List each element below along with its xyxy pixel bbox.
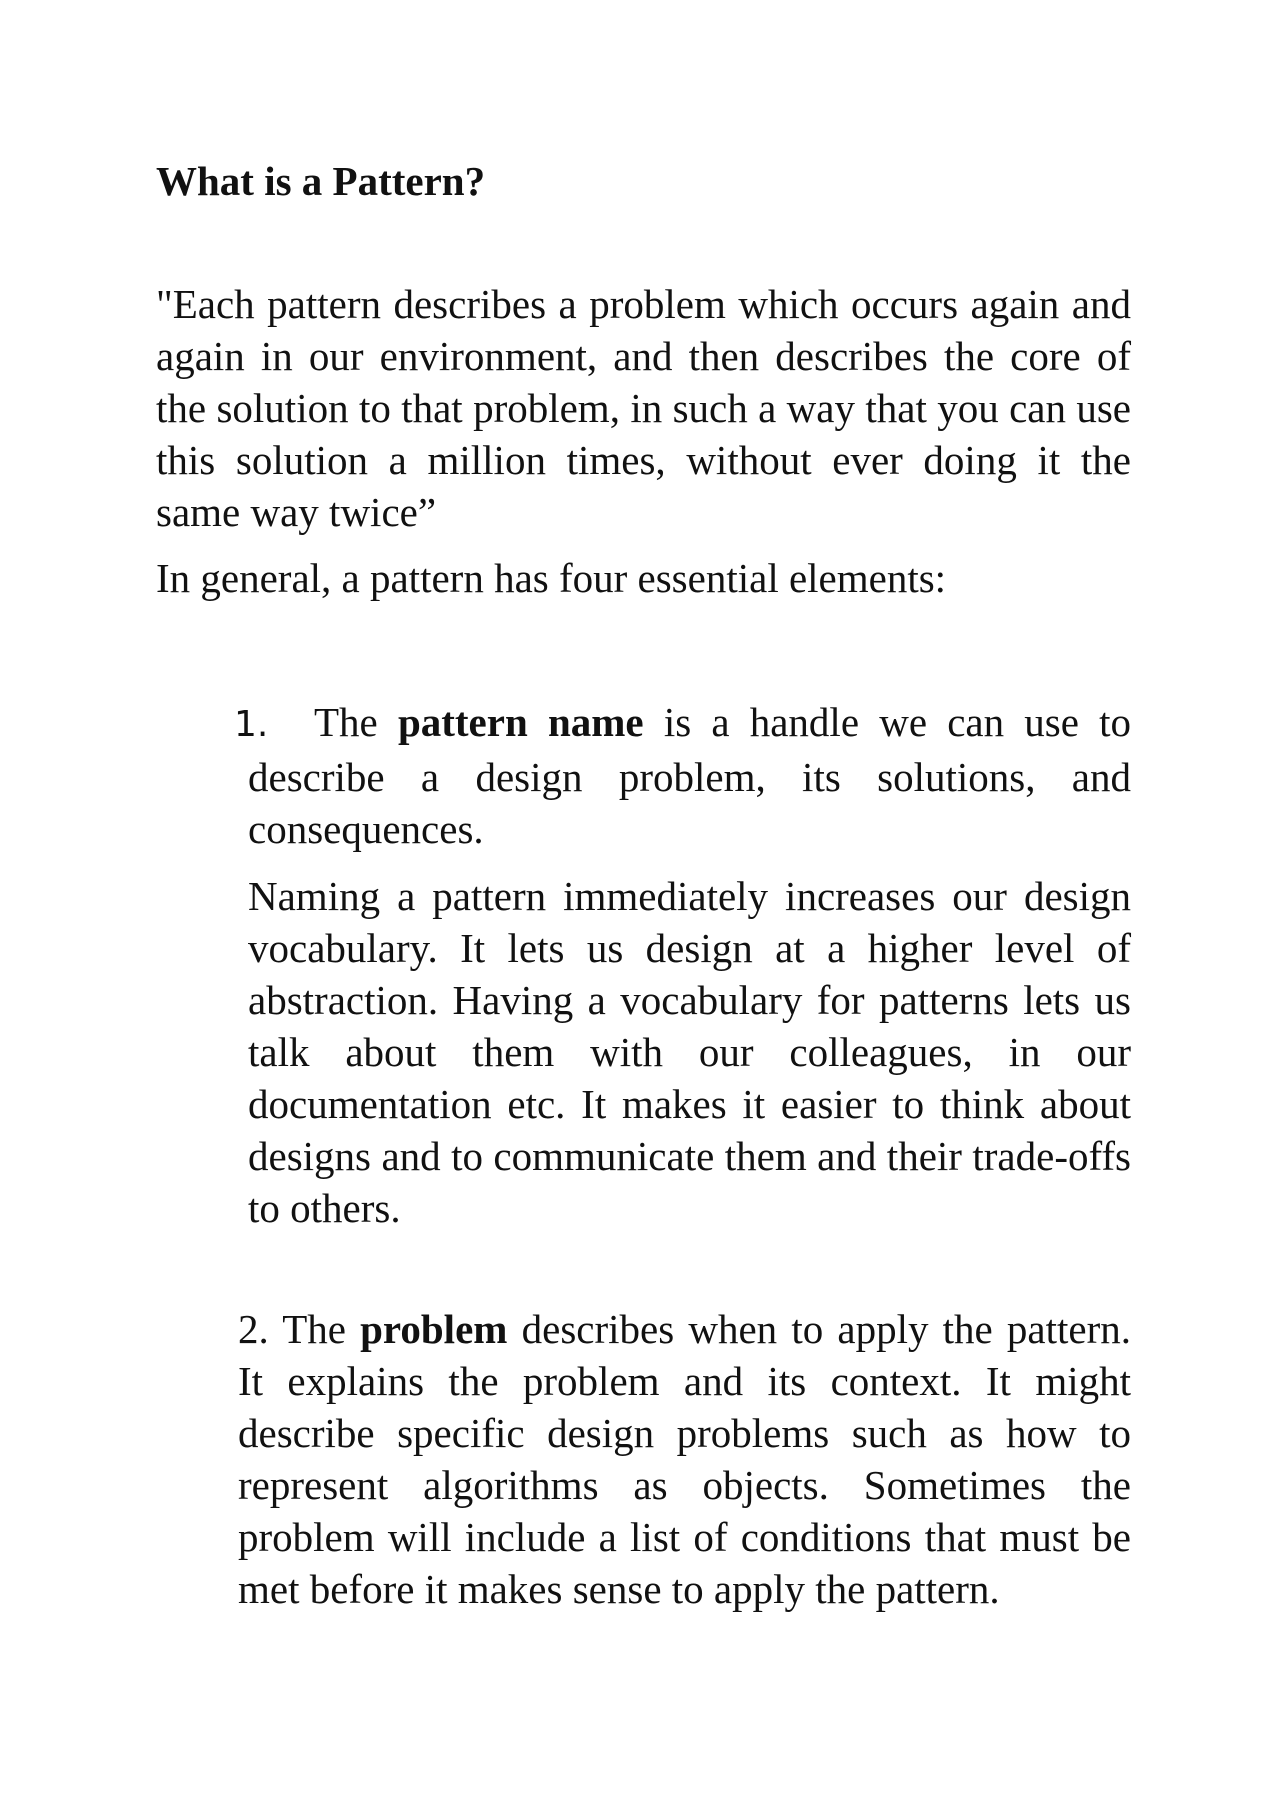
intro-paragraph: In general, a pattern has four essential elements:	[156, 555, 947, 601]
list-number: 2.	[238, 1306, 269, 1352]
pattern-quote: "Each pattern describes a problem which occurs again and again in our environment, and then describes the core of the solution to that problem, in such a way that you can use this solution a million times, without ever doing it the same way twice”	[156, 281, 1131, 535]
list-item-pattern-name: 1. The pattern name is a handle we can use to describe a design problem, its solutions, and consequences.	[234, 699, 1132, 852]
page-title: What is a Pattern?	[156, 158, 486, 204]
list-item-problem	[238, 1303, 1131, 1615]
item-term: problem	[360, 1306, 508, 1352]
item-lead-text: The	[282, 1306, 346, 1352]
item-description: describes when to apply the pattern. It explains the problem and its context. It might describe specific design problems such as how to represent algorithms as objects. Sometimes the problem will include a list of conditions that must be met before it makes sense to apply the pattern.	[238, 1306, 1132, 1612]
list-item-detail: Naming a pattern immediately increases our design vocabulary. It lets us design at a higher level of abstraction. Having a vocabulary for patterns lets us talk about them with our colleagues, in our documentation etc. It makes it easier to think about designs and to communicate them and their trade-offs to others.	[248, 873, 1131, 1231]
item-term: pattern name	[397, 699, 644, 745]
item-lead-text: The	[314, 699, 378, 745]
item-description: is a handle we can use to describe a design problem, its solutions, and consequences.	[248, 699, 1132, 852]
